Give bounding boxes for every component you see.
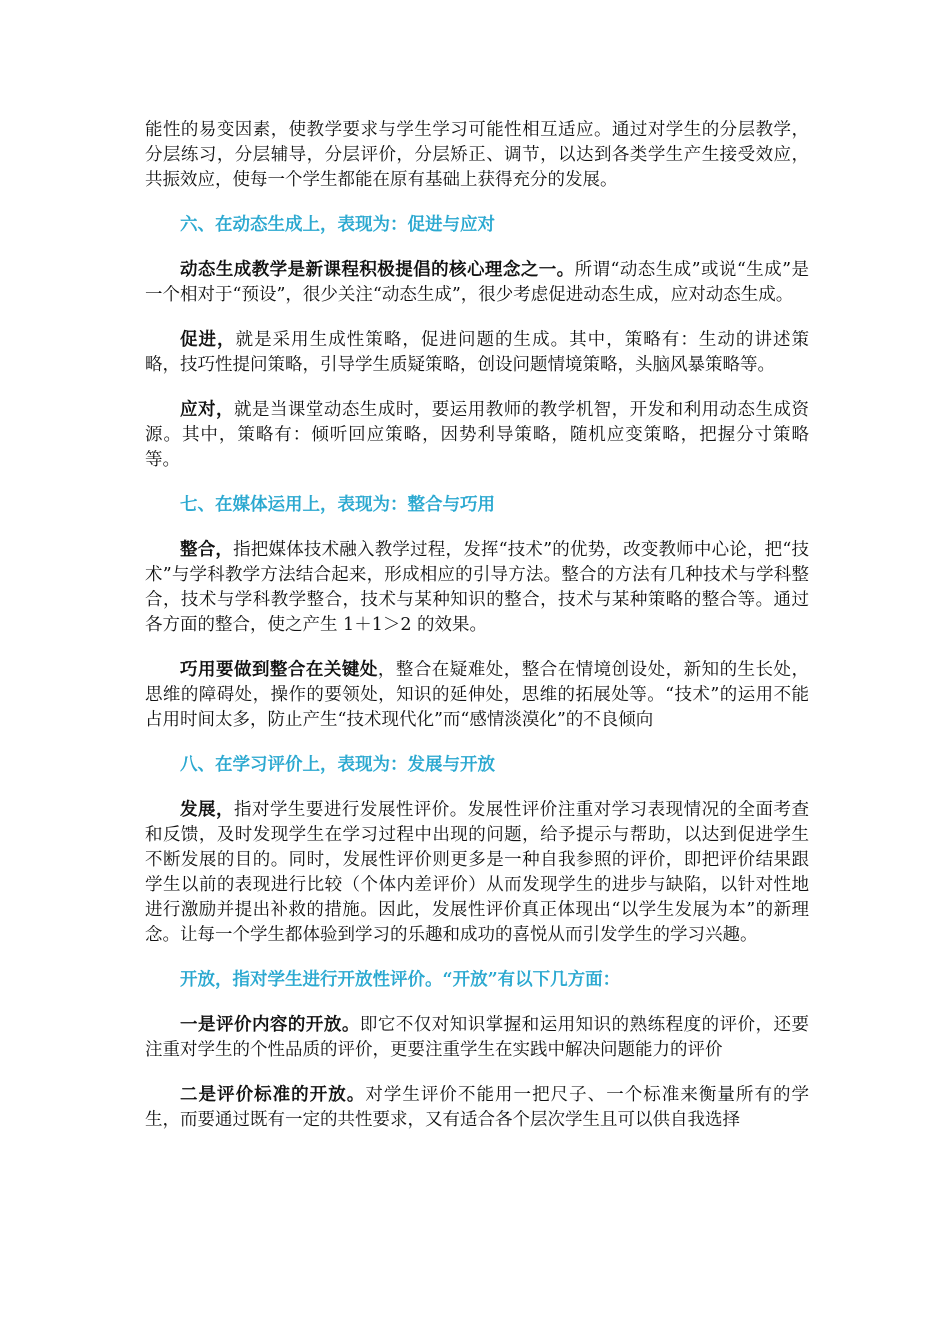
document-page: [145, 118, 809, 1153]
bold-lead: 发展，: [180, 800, 234, 820]
bold-lead: 动态生成教学是新课程积极提倡的核心理念之一。: [180, 260, 575, 280]
paragraph-promote: [145, 328, 809, 378]
paragraph-continuation: 能性的易变因素，使教学要求与学生学习可能性相互适应。通过对学生的分层教学，分层练习，分层辅导，分层评价，分层矫正、调节，以达到各类学生产生接受效应，共振效应，使每一个学生都能在原有基础上获得充分的发展。: [145, 120, 809, 190]
paragraph-text: ，整合在疑难处，整合在情境创设处，新知的生长处，思维的障碍处，操作的要领处，知识的延伸处，思维的拓展处等。“技术”的运用不能占用时间太多，防止产生“技术现代化”而“感情淡漠化”的不良倾向: [145, 660, 810, 730]
paragraph-respond: [145, 398, 809, 473]
paragraph-open-standard: [145, 1083, 809, 1133]
paragraph-text: 指把媒体技术融入教学过程，发挥“技术”的优势，改变教师中心论，把“技术”与学科教学方法结合起来，形成相应的引导方法。整合的方法有几种技术与学科整合，技术与学科教学整合，技术与某种知识的整合，技术与某种策略的整合等。通过各方面的整合，使之产生 1＋1＞2 的效果。: [145, 540, 810, 635]
bold-lead: 一是评价内容的开放。: [180, 1015, 360, 1035]
paragraph-text: 指对学生要进行发展性评价。发展性评价注重对学习表现情况的全面考查和反馈，及时发现学生在学习过程中出现的问题，给予提示与帮助，以达到促进学生不断发展的目的。同时，发展性评价则更多是一种自我参照的评价，即把评价结果跟学生以前的表现进行比较（个体内差评价）从而发现学生的进步与缺陷，以针对性地进行激励并提出补救的措施。因此，发展性评价真正体现出“以学生发展为本”的新理念。让每一个学生都体验到学习的乐趣和成功的喜悦从而引发学生的学习兴趣。: [145, 800, 810, 945]
paragraph-text: 即它不仅对知识掌握和运用知识的熟练程度的评价，还要注重对学生的个性品质的评价，更要注重学生在实践中解决问题能力的评价: [145, 1015, 810, 1060]
bold-lead: 促进，: [180, 330, 236, 350]
paragraph-text: 就是采用生成性策略，促进问题的生成。其中，策略有：生动的讲述策略，技巧性提问策略，引导学生质疑策略，创设问题情境策略，头脑风暴策略等。: [145, 330, 810, 375]
bold-lead: 应对，: [180, 400, 234, 420]
bold-lead: 二是评价标准的开放。: [180, 1085, 366, 1105]
section-heading-open: 开放，指对学生进行开放性评价。“开放”有以下几方面：: [180, 970, 621, 990]
paragraph-text: 就是当课堂动态生成时，要运用教师的教学机智，开发和利用动态生成资源。其中，策略有：倾听回应策略，因势利导策略，随机应变策略，把握分寸策略等。: [145, 400, 810, 470]
section-heading-8: 八、在学习评价上，表现为：发展与开放: [180, 755, 495, 775]
paragraph-dynamic-generation: [145, 258, 809, 308]
paragraph-development: [145, 798, 809, 948]
paragraph-text: 对学生评价不能用一把尺子、一个标准来衡量所有的学生，而要通过既有一定的共性要求，又有适合各个层次学生且可以供自我选择: [145, 1085, 810, 1130]
paragraph-text: 所谓“动态生成”或说“生成”是一个相对于“预设”，很少关注“动态生成”，很少考虑促进动态生成，应对动态生成。: [145, 260, 810, 305]
bold-lead: 巧用要做到整合在关键处: [180, 660, 378, 680]
paragraph-open-content: [145, 1013, 809, 1063]
bold-lead: 整合，: [180, 540, 234, 560]
section-heading-7: 七、在媒体运用上，表现为：整合与巧用: [180, 495, 495, 515]
paragraph-clever-use: [145, 658, 809, 733]
paragraph-integrate: [145, 538, 809, 638]
section-heading-6: 六、在动态生成上，表现为：促进与应对: [180, 215, 495, 235]
